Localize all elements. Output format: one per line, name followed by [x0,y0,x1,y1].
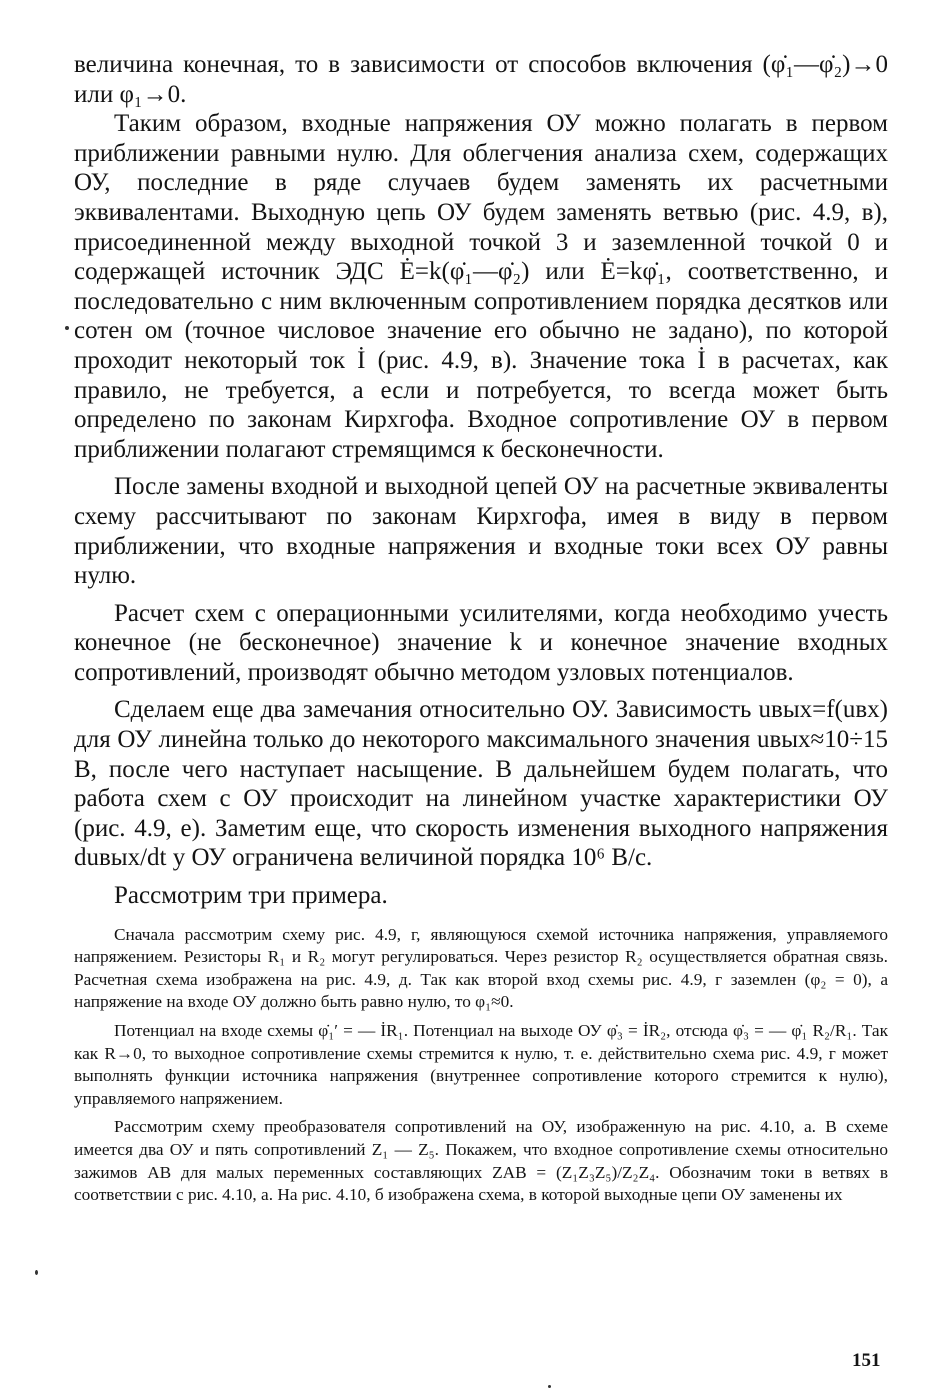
paragraph-6: Рассмотрим три примера. [114,882,388,910]
scan-speck [35,1270,38,1275]
paragraph-4: Расчет схем с операционными усилителями, когда необходимо учесть конечное (не бесконечное) значение k и конечное значение входных сопротивлений, производят обычно методом узловых потенциалов. [74,599,888,686]
small-paragraph-1: Сначала рассмотрим схему рис. 4.9, г, являющуюся схемой источника напряжения, управляемого напряжением. Резисторы R₁ и R₂ могут регулироваться. Через резистор R₂ осуществляется обратная связь. Расчетная схема изображена на рис. 4.9, д. Так как второй вход схемы рис. 4.9, г заземлен (φ₂ = 0), а напряжение на входе ОУ должно быть равно нулю, то φ₁≈0. [74,924,888,1012]
page-number: 151 [852,1350,881,1371]
paragraph-1: величина конечная, то в зависимости от способов включения (φ̇₁—φ̇₂)→0 или φ₁→0. [74,51,888,108]
page-body [74,50,888,1207]
main-text [74,50,888,911]
small-paragraph-2: Потенциал на входе схемы φ̇₁′ = — İR₁. Потенциал на выходе ОУ φ̇₃ = İR₂, отсюда φ̇₃ = — φ̇₁ R₂/R₁. Так как R→0, то выходное сопротивление схемы стремится к нулю, т. е. действительно схема рис. 4.9, г может выполнять функции источника напряжения (внутреннее сопротивление которого стремится к нулю), управляемого напряжением. [74,1021,888,1108]
scan-speck [548,1385,551,1388]
paragraph-2: Таким образом, входные напряжения ОУ можно полагать в первом приближении равными нулю. Для облегчения анализа схем, содержащих ОУ, последние в ряде случаев будем заменять их расчетными эквивалентами. Выходную цепь ОУ будем заменять ветвью (рис. 4.9, в), присоединенной между выходной точкой 3 и заземленной точкой 0 и содержащей источник ЭДС Ė=k(φ̇₁—φ̇₂) или Ė=kφ̇₁, соответственно, и последовательно с ним включенным сопротивлением порядка десятков или сотен ом (точное числовое значение его обычно не задано), по которой проходит некоторый ток İ (рис. 4.9, в). Значение тока İ в расчетах, как правило, не требуется, а если и потребуется, то всегда может быть определено по законам Кирхгофа. Входное сопротивление ОУ в первом приближении полагают стремящимся к бесконечности. [74,110,888,463]
small-print-text [74,924,888,1207]
paragraph-5: Сделаем еще два замечания относительно ОУ. Зависимость uвых=f(uвх) для ОУ линейна только до некоторого максимального значения uвых≈10÷15 В, после чего наступает насыщение. В дальнейшем будем полагать, что работа схем с ОУ происходит на линейном участке характеристики ОУ (рис. 4.9, е). Заметим еще, что скорость изменения выходного напряжения duвых/dt у ОУ ограничена величиной порядка 10⁶ В/с. [74,696,888,872]
paragraph-3: После замены входной и выходной цепей ОУ на расчетные эквиваленты схему рассчитывают по законам Кирхгофа, имея в виду в первом приближении, что входные напряжения и входные токи всех ОУ равны нулю. [74,473,888,590]
scan-speck [65,326,69,330]
small-paragraph-3: Рассмотрим схему преобразователя сопротивлений на ОУ, изображенную на рис. 4.10, а. В схеме имеется два ОУ и пять сопротивлений Z₁ — Z₅. Покажем, что входное сопротивление схемы относительно зажимов AB для малых переменных составляющих ZAB = (Z₁Z₃Z₅)/Z₂Z₄. Обозначим токи в ветвях в соответствии с рис. 4.10, а. На рис. 4.10, б изображена схема, в которой выходные цепи ОУ заменены их [74,1117,888,1205]
